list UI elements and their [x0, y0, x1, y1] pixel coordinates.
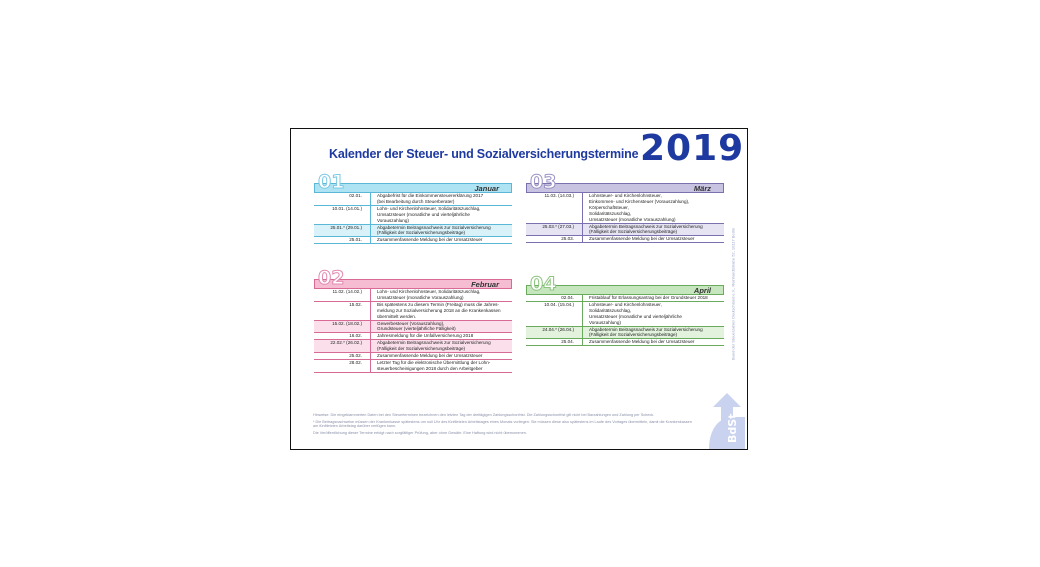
- table-row: [526, 302, 724, 327]
- month-number: 04: [530, 273, 557, 295]
- row-date: 25.03.* (27.03.): [542, 223, 574, 229]
- row-text: Gewerbesteuer (Vorauszahlung), Grundsteuer (vierteljährliche Fälligkeit): [370, 321, 512, 333]
- row-date: 25.03.: [561, 236, 574, 242]
- year-heading: 2019: [640, 128, 745, 169]
- month-name: Januar: [474, 184, 499, 193]
- row-text: Abgabetermin Beitragsnachweis zur Sozialversicherung (Fälligkeit der Sozialversicherungsbeiträge): [370, 340, 512, 352]
- row-date: 15.02. (18.02.): [332, 320, 362, 326]
- row-date: 25.02.: [349, 353, 362, 359]
- table-row: [526, 327, 724, 340]
- row-text: Bis spätestens zu diesem Termin (Freitag) muss die Jahres- meldung zur Sozialversicherung 2018 an die Krankenkassen übermittelt werden.: [370, 302, 512, 320]
- row-date: 11.03. (14.03.): [544, 193, 574, 198]
- logo-text: BdSt: [726, 413, 739, 443]
- row-text: Zusammenfassende Meldung bei der Umsatzsteuer: [370, 237, 512, 243]
- month-name: Februar: [471, 280, 499, 289]
- side-address-text: Bund der Steuerzahler Deutschland e.V., Reinhardtstraße 52, 10117 Berlin: [730, 227, 736, 361]
- table-row: [526, 295, 724, 302]
- row-date: 02.04.: [561, 295, 574, 300]
- row-text: Abgabefrist für die Einkommensteuererklärung 2017 (bei Bearbeitung durch Steuerberater): [370, 193, 512, 205]
- month-february: [314, 267, 512, 373]
- calendar-document: [290, 128, 748, 450]
- side-address: [729, 199, 737, 389]
- month-number: 02: [318, 267, 345, 289]
- row-text: Zusammenfassende Meldung bei der Umsatzsteuer: [582, 236, 724, 242]
- bdst-logo-icon: [705, 391, 745, 449]
- row-date: 28.02.: [349, 359, 362, 365]
- row-text: Lohnsteuer- und Kirchenlohnsteuer, Einkommen- und Kirchensteuer (Vorauszahlung), Körperschaftsteuer, Solidaritätszuschlag, Umsatzsteuer (monatliche Vorauszahlung): [582, 193, 724, 223]
- month-january: [314, 171, 512, 244]
- month-number: 03: [530, 171, 557, 193]
- row-date: 10.01. (14.01.): [332, 205, 362, 211]
- table-row: [314, 225, 512, 238]
- row-text: Abgabetermin Beitragsnachweis zur Sozialversicherung (Fälligkeit der Sozialversicherungsbeiträge): [582, 224, 724, 236]
- row-text: Abgabetermin Beitragsnachweis zur Sozialversicherung (Fälligkeit der Sozialversicherungsbeiträge): [370, 225, 512, 237]
- row-date: 25.01.* (29.01.): [330, 224, 362, 230]
- footnote-asterisk: * Die Beitragsnachweise müssen der Krankenkasse spätestens um null Uhr des fünftletzten Arbeitstages eines Monats vorliegen. Sie müssen diese also spätestens im Laufe des Vortages übermitteln, damit die Krankenkassen am fünftletzten Arbeitstag darüber verfügen kann.: [313, 419, 692, 429]
- table-row: [314, 193, 512, 206]
- row-date: 16.02.: [349, 333, 362, 339]
- row-date: 02.01.: [349, 193, 362, 198]
- row-date: 15.02.: [349, 301, 362, 307]
- table-row: [314, 360, 512, 373]
- row-date: 10.04. (15.04.): [544, 301, 574, 307]
- document-title: Kalender der Steuer- und Sozialversicherungstermine: [329, 147, 639, 161]
- table-row: [314, 206, 512, 225]
- table-row: [526, 339, 724, 346]
- month-april: [526, 273, 724, 346]
- month-march: [526, 171, 724, 243]
- table-row: [314, 237, 512, 244]
- table-row: [314, 321, 512, 334]
- row-date: 11.02. (14.02.): [332, 289, 362, 294]
- month-name: März: [693, 184, 711, 193]
- footnote-hint: Hinweise: Die eingeklammerten Daten bei den Steuerterminen bezeichnen den letzten Tag der dreitägigen Zahlungsschonfrist. Die Zahlungsschonfrist gilt nicht bei Barzahlungen und Zahlung per Scheck.: [313, 413, 655, 417]
- row-date: 25.01.: [349, 237, 362, 243]
- row-text: Letzter Tag für die elektronische Übermittlung der Lohn- steuerbescheinigungen 2018 durch den Arbeitgeber: [370, 360, 512, 372]
- table-row: [314, 289, 512, 302]
- table-row: [526, 193, 724, 224]
- row-text: Jahresmeldung für die Unfallversicherung 2018: [370, 333, 512, 339]
- row-text: Lohn- und Kirchenlohnsteuer, Solidaritätszuschlag, Umsatzsteuer (monatliche Vorauszahlung): [370, 289, 512, 301]
- row-text: Zusammenfassende Meldung bei der Umsatzsteuer: [582, 339, 724, 345]
- month-name: April: [693, 286, 711, 295]
- row-text: Lohn- und Kirchenlohnsteuer, Solidaritätszuschlag, Umsatzsteuer (monatliche und vierteljährliche Vorauszahlung): [370, 206, 512, 224]
- table-row: [314, 302, 512, 321]
- footnotes: [313, 413, 693, 437]
- row-date: 22.02.* (26.02.): [330, 340, 362, 346]
- month-number: 01: [318, 171, 345, 193]
- table-row: [526, 236, 724, 243]
- table-row: [526, 224, 724, 237]
- row-text: Abgabetermin Beitragsnachweis zur Sozialversicherung (Fälligkeit der Sozialversicherungsbeiträge): [582, 327, 724, 339]
- table-row: [314, 340, 512, 353]
- row-text: Fristablauf für Erlassungsantrag bei der Grundsteuer 2018: [582, 295, 724, 301]
- row-date: 25.04.: [561, 339, 574, 345]
- table-row: [314, 353, 512, 360]
- row-date: 24.04.* (26.04.): [542, 326, 574, 332]
- footnote-disclaimer: Die Veröffentlichung dieser Termine erfolgt nach sorgfältiger Prüfung, aber ohne Gewähr. Eine Haftung wird nicht übernommen.: [313, 430, 527, 435]
- row-text: Zusammenfassende Meldung bei der Umsatzsteuer: [370, 353, 512, 359]
- row-text: Lohnsteuer- und Kirchenlohnsteuer, Solidaritätszuschlag, Umsatzsteuer (monatliche und vierteljährliche Vorauszahlung): [582, 302, 724, 326]
- table-row: [314, 333, 512, 340]
